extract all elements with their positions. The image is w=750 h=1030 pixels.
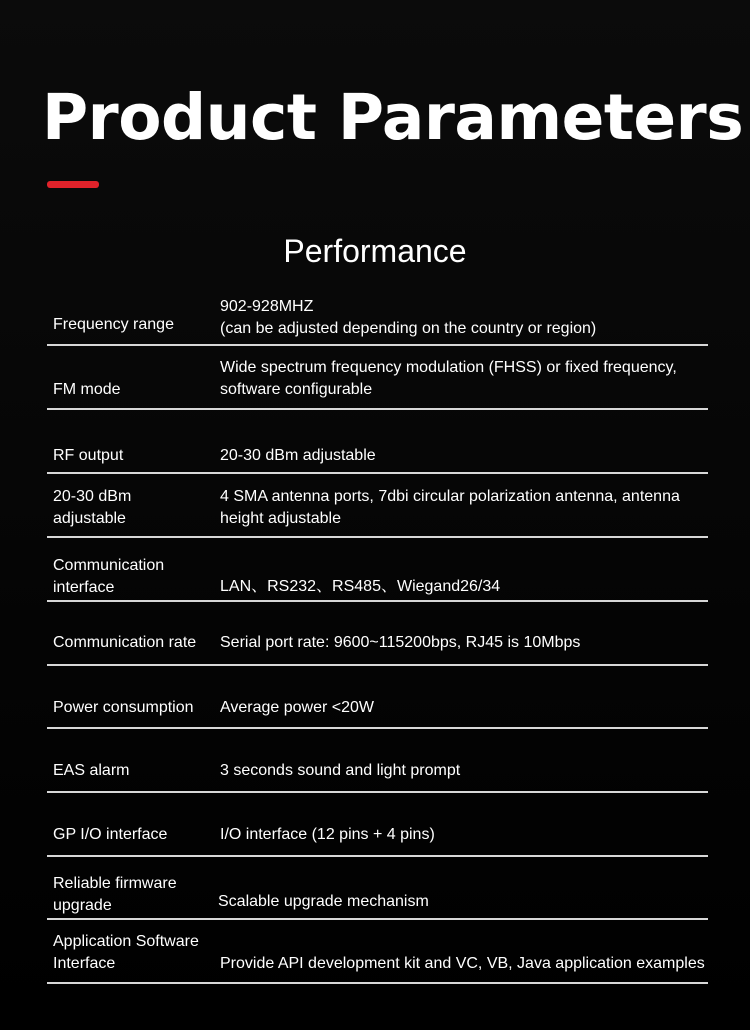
spec-label: Reliable firmware upgrade	[53, 875, 177, 914]
spec-row	[47, 282, 708, 346]
spec-value: 3 seconds sound and light prompt	[220, 762, 461, 779]
spec-label: 20-30 dBm adjustable	[53, 488, 132, 527]
title-accent-bar	[47, 181, 99, 188]
spec-label: Frequency range	[53, 316, 174, 333]
spec-row	[47, 602, 708, 666]
section-title: Performance	[283, 233, 467, 269]
spec-label: Communication interface	[53, 557, 165, 596]
spec-row	[47, 666, 708, 729]
spec-row	[47, 920, 708, 984]
spec-value: 4 SMA antenna ports, 7dbi circular polarization antenna, antenna height adjustable	[220, 488, 680, 527]
spec-label: Application Software Interface	[53, 933, 199, 972]
spec-value: Provide API development kit and VC, VB, Java application examples	[220, 955, 705, 972]
spec-row	[47, 729, 708, 793]
spec-label: EAS alarm	[53, 762, 130, 779]
spec-row	[47, 857, 708, 920]
spec-label: Communication rate	[53, 634, 197, 651]
spec-label: GP I/O interface	[53, 826, 168, 843]
page-title: Product Parameters	[42, 81, 744, 154]
spec-value: Scalable upgrade mechanism	[218, 893, 429, 910]
spec-value: 20-30 dBm adjustable	[220, 447, 376, 464]
spec-label: RF output	[53, 447, 124, 464]
spec-row	[47, 474, 708, 538]
spec-value: 902-928MHZ (can be adjusted depending on the country or region)	[220, 298, 597, 337]
spec-label: FM mode	[53, 381, 121, 398]
spec-value: Wide spectrum frequency modulation (FHSS) or fixed frequency, software configurable	[220, 359, 677, 398]
spec-value: I/O interface (12 pins + 4 pins)	[220, 826, 435, 843]
spec-table	[47, 282, 708, 984]
spec-row	[47, 538, 708, 602]
spec-row	[47, 793, 708, 857]
spec-row	[47, 410, 708, 474]
spec-value: Serial port rate: 9600~115200bps, RJ45 is 10Mbps	[220, 634, 581, 651]
spec-value: LAN、RS232、RS485、Wiegand26/34	[220, 578, 501, 595]
spec-label: Power consumption	[53, 699, 194, 716]
spec-value: Average power <20W	[220, 699, 375, 716]
spec-row	[47, 346, 708, 410]
